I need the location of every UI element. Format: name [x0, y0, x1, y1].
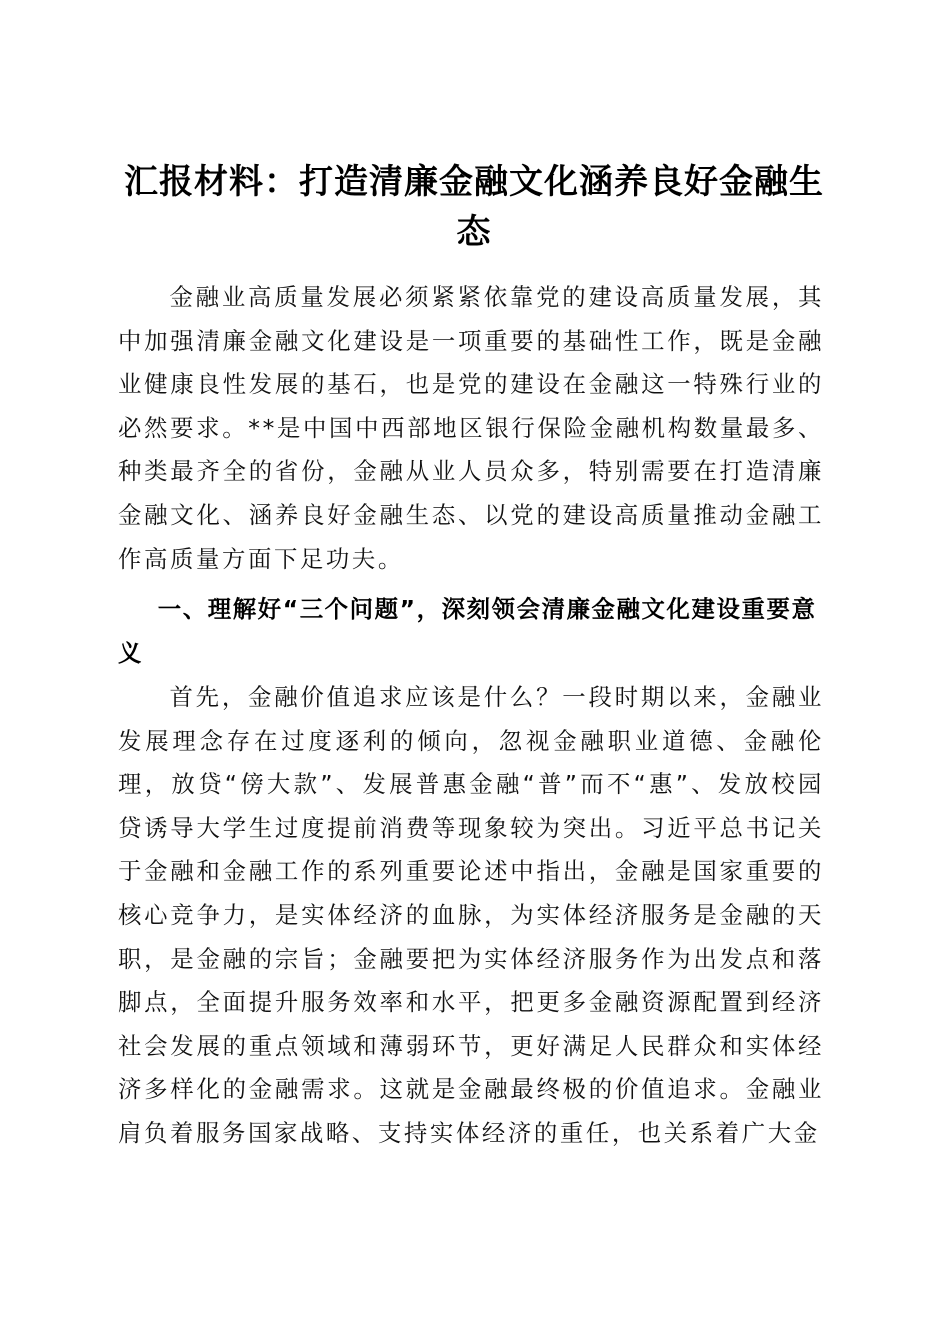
section-heading: 一、理解好“三个问题”，深刻领会清廉金融文化建设重要意义	[118, 595, 817, 667]
document-title: 汇报材料：打造清廉金融文化涵养良好金融生态	[124, 161, 824, 252]
body-paragraph: 首先，金融价值追求应该是什么？一段时期以来，金融业发展理念存在过度逐利的倾向，忽视金融职业道德、金融伦理，放贷“傍大款”、发展普惠金融“普”而不“惠”、发放校园贷诱导大学生过度提前消费等现象较为突出。习近平总书记关于金融和金融工作的系列重要论述中指出，金融是国家重要的核心竞争力，是实体经济的血脉，为实体经济服务是金融的天职，是金融的宗旨；金融要把为实体经济服务作为出发点和落脚点，全面提升服务效率和水平，把更多金融资源配置到经济社会发展的重点领域和薄弱环节，更好满足人民群众和实体经济多样化的金融需求。这就是金融最终极的价值追求。金融业肩负着服务国家战略、支持实体经济的重任，也关系着广大金	[118, 683, 824, 1147]
intro-paragraph: 金融业高质量发展必须紧紧依靠党的建设高质量发展，其中加强清廉金融文化建设是一项重要的基础性工作，既是金融业健康良性发展的基石，也是党的建设在金融这一特殊行业的必然要求。**是中国中西部地区银行保险金融机构数量最多、种类最齐全的省份，金融从业人员众多，特别需要在打造清廉金融文化、涵养良好金融生态、以党的建设高质量推动金融工作高质量方面下足功夫。	[118, 283, 824, 573]
